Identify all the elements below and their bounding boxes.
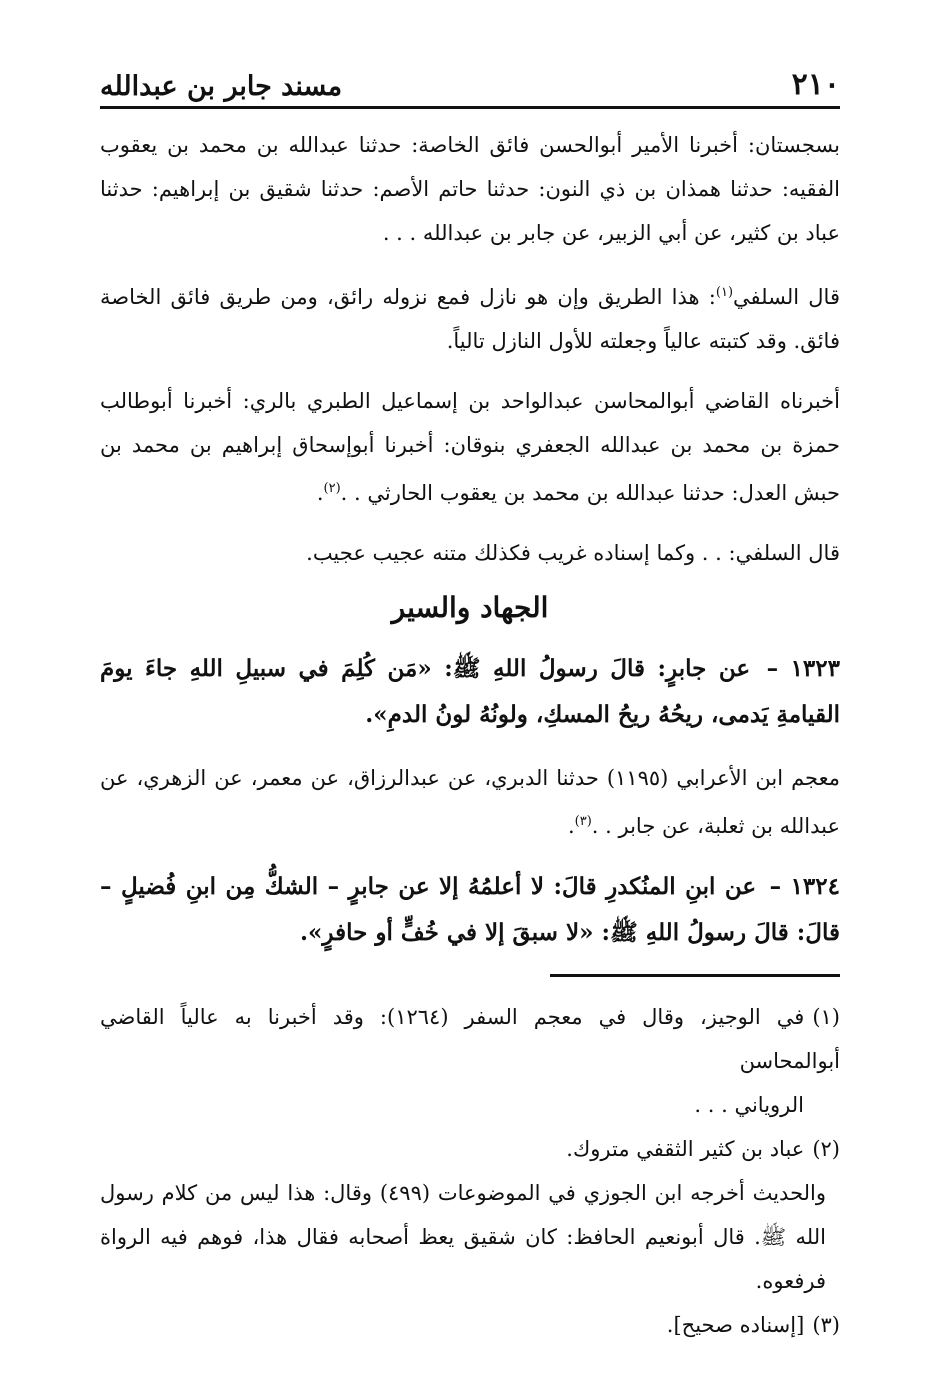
section-heading: الجهاد والسير xyxy=(391,591,549,624)
footnote-1-continuation: الروياني . . . xyxy=(694,1093,804,1117)
footnote-label: (٢) xyxy=(812,1137,840,1161)
hadith-number: ١٣٢٤ – xyxy=(769,873,840,900)
footnote-marker-2: (٢) xyxy=(323,481,341,496)
footnote-text: عباد بن كثير الثقفي متروك. xyxy=(566,1137,805,1161)
source-text: معجم ابن الأعرابي (١١٩٥) حدثنا الدبري، عن عبدالرزاق، عن معمر، عن الزهري، عن عبدالله بن ثعلبة، عن جابر . . xyxy=(100,766,840,838)
running-title: مسند جابر بن عبدالله xyxy=(100,71,343,102)
paragraph-text: . xyxy=(316,481,324,505)
isnad-paragraph: بسجستان: أخبرنا الأمير أبوالحسن فائق الخاصة: حدثنا عبدالله بن محمد بن يعقوب الفقيه: حدثنا همذان بن ذي النون: حدثنا حاتم الأصم: حدثنا شقيق بن إبراهيم: حدثنا عباد بن كثير، عن أبي الزبير، عن جابر بن عبدالله . . . xyxy=(100,133,840,245)
hadith-text: عن جابرٍ: قالَ رسولُ اللهِ ﷺ: «مَن كُلِمَ في سبيلِ اللهِ جاءَ يومَ القيامةِ يَدمى، ريحُهُ ريحُ المسكِ، ولونُهُ لونُ الدمِ». xyxy=(100,655,840,728)
footnote-label: (٣) xyxy=(812,1313,840,1337)
footnote-2-note: والحديث أخرجه ابن الجوزي في الموضوعات (٤٩٩) وقال: هذا ليس من كلام رسول الله ﷺ. قال أبونعيم الحافظ: كان شقيق يعظ أصحابه فقال هذا، فوهم فيه الرواة فرفعوه. xyxy=(100,1181,826,1293)
footnote-text: في الوجيز، وقال في معجم السفر (١٢٦٤): وقد أخبرنا به عالياً القاضي أبوالمحاسن xyxy=(100,1005,840,1073)
footnote-marker-3: (٣) xyxy=(574,814,592,829)
hadith-1324 xyxy=(100,864,840,956)
footnote-2 xyxy=(100,1127,840,1171)
book-page xyxy=(100,67,840,1347)
hadith-text: عن ابنِ المنُكدرِ قالَ: لا أعلمُهُ إلا عن جابرٍ – الشكُّ مِن ابنِ فُضيلٍ – قالَ: قالَ رسولُ اللهِ ﷺ: «لا سبقَ إلا في خُفٍّ أو حافرٍ». xyxy=(100,873,840,946)
footnote-divider xyxy=(550,974,840,977)
footnotes xyxy=(100,995,840,1347)
page-header xyxy=(100,67,840,109)
footnote-1 xyxy=(100,995,840,1083)
hadith-1323 xyxy=(100,646,840,738)
page-number: ٢١٠ xyxy=(791,67,840,102)
source-text: . xyxy=(567,814,575,838)
salafi-comment-paragraph xyxy=(100,271,840,363)
paragraph-text: قال السلفي xyxy=(733,285,840,309)
paragraph-text: أخبرناه القاضي أبوالمحاسن عبدالواحد بن إسماعيل الطبري بالري: أخبرنا أبوطالب حمزة بن محمد بن عبدالله الجعفري بنوقان: أخبرنا أبوإسحاق إبراهيم بن محمد بن حبش العدل: حدثنا عبدالله بن محمد بن يعقوب الحارثي . . xyxy=(100,389,840,505)
footnote-text: [إسناده صحيح]. xyxy=(666,1313,805,1337)
hadith-number: ١٣٢٣ – xyxy=(766,655,840,682)
salafi-remark-paragraph: قال السلفي: . . وكما إسناده غريب فكذلك متنه عجيب عجيب. xyxy=(306,541,840,565)
footnote-marker-1: (١) xyxy=(715,285,734,300)
paragraph-text: : هذا الطريق وإن هو نازل فمع نزوله رائق، ومن طريق فائق الخاصة فائق. وقد كتبته عالياً وجعلته للأول النازل تالياً. xyxy=(100,285,840,353)
akhbarana-paragraph xyxy=(100,379,840,515)
hadith-1323-source xyxy=(100,756,840,848)
footnote-3 xyxy=(100,1303,840,1347)
footnote-label: (١) xyxy=(812,1005,840,1029)
